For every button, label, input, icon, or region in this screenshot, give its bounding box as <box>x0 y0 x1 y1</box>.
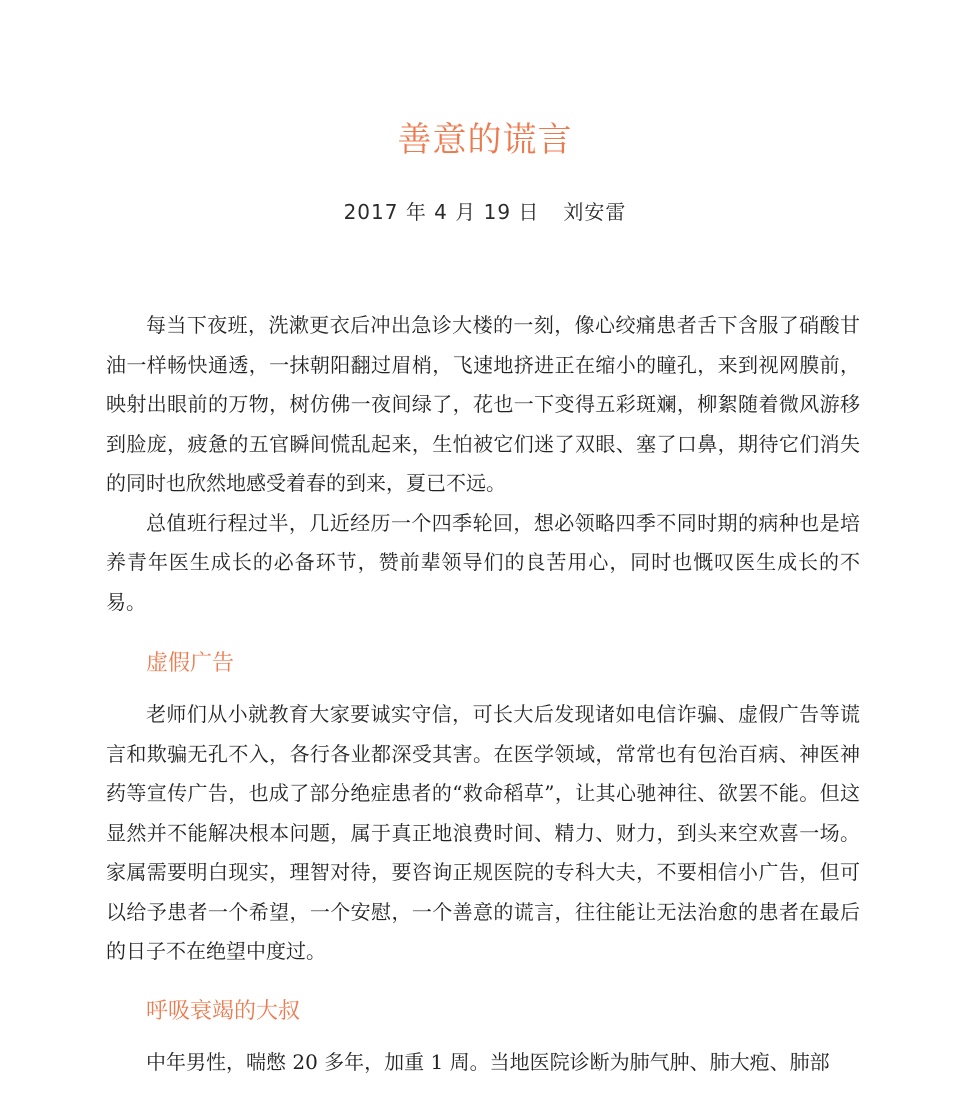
article-author: 刘安雷 <box>563 200 627 224</box>
section-body <box>106 1043 860 1083</box>
paragraph: 中年男性，喘憋 20 多年，加重 1 周。当地医院诊断为肺气肿、肺大疱、肺部 <box>146 1050 830 1074</box>
article-title: 善意的谎言 <box>397 120 573 160</box>
section-heading: 虚假广告 <box>146 651 235 676</box>
paragraph: 老师们从小就教育大家要诚实守信，可长大后发现诸如电信诈骗、虚假广告等谎言和欺骗无孔不入，各行各业都深受其害。在医学领域，常常也有包治百病、神医神药等宣传广告，也成了部分绝症患者的“救命稻草”，让其心驰神往、欲罢不能。但这显然并不能解决根本问题，属于真正地浪费时间、精力、财力，到头来空欢喜一场。家属需要明白现实，理智对待，要咨询正规医院的专科大夫，不要相信小广告，但可以给予患者一个希望，一个安慰，一个善意的谎言，往往能让无法治愈的患者在最后的日子不在绝望中度过。 <box>106 702 860 963</box>
paragraph: 每当下夜班，洗漱更衣后冲出急诊大楼的一刻，像心绞痛患者舌下含服了硝酸甘油一样畅快通透，一抹朝阳翻过眉梢，飞速地挤进正在缩小的瞳孔，来到视网膜前，映射出眼前的万物，树仿佛一夜间绿了，花也一下变得五彩斑斓，柳絮随着微风游移到脸庞，疲惫的五官瞬间慌乱起来，生怕被它们迷了双眼、塞了口鼻，期待它们消失的同时也欣然地感受着春的到来，夏已不远。 <box>106 313 860 495</box>
section-heading: 呼吸衰竭的大叔 <box>146 999 301 1024</box>
section-body <box>106 695 860 972</box>
article-date: 2017 年 4 月 19 日 <box>343 200 540 224</box>
article-meta <box>0 196 970 225</box>
intro-section <box>106 306 860 622</box>
paragraph: 总值班行程过半，几近经历一个四季轮回，想必领略四季不同时期的病种也是培养青年医生成长的必备环节，赞前辈领导们的良苦用心，同时也慨叹医生成长的不易。 <box>106 510 860 614</box>
